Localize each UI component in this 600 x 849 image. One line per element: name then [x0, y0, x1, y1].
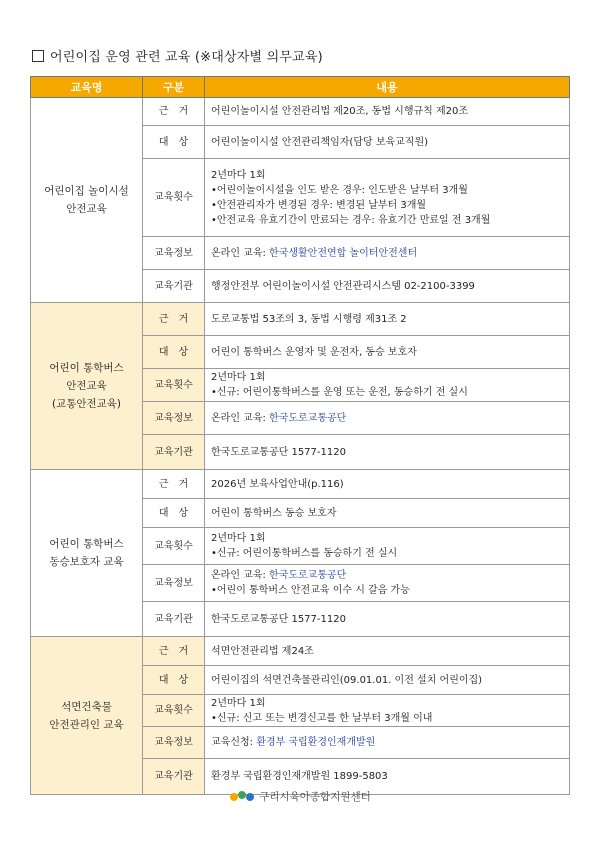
category-cell: 교육기관 [143, 602, 205, 637]
center-logo-icon [229, 789, 255, 803]
course-name-line: 어린이 통학버스 [49, 538, 124, 550]
content-prefix: 온라인 교육: [211, 247, 270, 259]
category-cell: 대 상 [143, 336, 205, 369]
course-name-line: 어린이 통학버스 [49, 362, 124, 374]
checkbox-square-icon [32, 50, 44, 62]
content-line: 2년마다 1회 [211, 697, 266, 709]
content-cell [205, 237, 570, 270]
course-name-line: 석면건축물 [61, 700, 112, 713]
content-prefix: 교육신청: [211, 737, 257, 748]
content-line: •신규: 어린이통학버스를 동승하기 전 실시 [211, 548, 398, 559]
page-title-text: 어린이집 운영 관련 교육 (※대상자별 의무교육) [50, 50, 323, 65]
content-line: •어린이 통학버스 안전교육 이수 시 갈음 가능 [211, 585, 410, 596]
content-cell [205, 369, 570, 402]
content-cell [205, 565, 570, 602]
content-cell [205, 637, 570, 666]
content-cell [205, 528, 570, 565]
content-line: •신규: 어린이통학버스를 운영 또는 운전, 동승하기 전 실시 [211, 387, 468, 398]
course-name-line: 안전교육 [66, 380, 107, 392]
content-cell [205, 435, 570, 470]
content-cell [205, 695, 570, 727]
content-cell [205, 126, 570, 159]
category-cell: 교육정보 [143, 727, 205, 759]
course-name-cell [31, 637, 143, 795]
footer [0, 789, 600, 804]
header-content: 내용 [205, 77, 570, 98]
content-prefix: 온라인 교육: [211, 570, 270, 581]
content-cell [205, 159, 570, 237]
course-name-cell [31, 470, 143, 637]
header-course-name: 교육명 [31, 77, 143, 98]
course-name-line: 안전교육 [66, 203, 107, 215]
education-table [30, 76, 570, 795]
content-cell [205, 270, 570, 303]
content-line: •안전관리자가 변경된 경우: 변경된 날부터 3개월 [211, 199, 427, 211]
category-cell: 교육정보 [143, 565, 205, 602]
header-category: 구분 [143, 77, 205, 98]
education-link[interactable]: 한국도로교통공단 [269, 570, 347, 581]
content-line: 한국도로교통공단 1577-1120 [211, 446, 346, 458]
course-name-cell [31, 303, 143, 470]
content-cell [205, 402, 570, 435]
category-cell: 교육횟수 [143, 695, 205, 727]
content-line: 2년마다 1회 [211, 533, 266, 544]
content-cell [205, 499, 570, 528]
course-name-line: 동승보호자 교육 [49, 556, 124, 568]
category-cell: 교육정보 [143, 237, 205, 270]
content-prefix: 온라인 교육: [211, 412, 270, 424]
category-cell: 교육기관 [143, 759, 205, 795]
category-cell: 교육횟수 [143, 159, 205, 237]
content-cell [205, 666, 570, 695]
category-cell: 교육횟수 [143, 369, 205, 402]
category-cell: 근 거 [143, 98, 205, 126]
content-line: •안전교육 유효기간이 만료되는 경우: 유효기간 만료일 전 3개월 [211, 214, 491, 226]
content-cell [205, 336, 570, 369]
category-cell: 근 거 [143, 470, 205, 499]
content-line: 어린이놀이시설 안전관리법 제20조, 동법 시행규칙 제20조 [211, 106, 469, 117]
footer-text: 구리시육아종합지원센터 [259, 791, 371, 803]
content-line: 2년마다 1회 [211, 372, 266, 383]
category-cell: 근 거 [143, 303, 205, 336]
category-cell: 교육횟수 [143, 528, 205, 565]
category-cell: 대 상 [143, 666, 205, 695]
content-line: 어린이 통학버스 동승 보호자 [211, 507, 337, 519]
content-line: 석면안전관리법 제24조 [211, 645, 314, 657]
content-cell [205, 470, 570, 499]
table-header-row [31, 77, 570, 98]
course-name-line: 안전관리인 교육 [49, 718, 124, 731]
content-line: •신규: 신고 또는 변경신고를 한 날부터 3개월 이내 [211, 712, 433, 724]
content-line: 한국도로교통공단 1577-1120 [211, 613, 346, 625]
content-line: •어린이놀이시설을 인도 받은 경우: 인도받은 날부터 3개월 [211, 184, 468, 196]
content-line: 어린이놀이시설 안전관리책임자(담당 보육교직원) [211, 136, 429, 148]
course-name-line: (교통안전교육) [51, 398, 122, 410]
education-link[interactable]: 한국도로교통공단 [269, 412, 347, 424]
content-cell [205, 303, 570, 336]
content-line: 2년마다 1회 [211, 169, 266, 181]
category-cell: 근 거 [143, 637, 205, 666]
content-line: 행정안전부 어린이놀이시설 안전관리시스템 02-2100-3399 [211, 280, 475, 292]
category-cell: 대 상 [143, 126, 205, 159]
course-name-cell [31, 98, 143, 303]
content-cell [205, 98, 570, 126]
page-title [32, 46, 323, 65]
table-row [31, 98, 570, 126]
category-cell: 대 상 [143, 499, 205, 528]
category-cell: 교육기관 [143, 270, 205, 303]
content-cell [205, 602, 570, 637]
education-link[interactable]: 한국생활안전연합 놀이터안전센터 [269, 247, 418, 259]
category-cell: 교육정보 [143, 402, 205, 435]
content-line: 2026년 보육사업안내(p.116) [211, 478, 344, 490]
table-row [31, 470, 570, 499]
content-cell [205, 727, 570, 759]
category-cell: 교육기관 [143, 435, 205, 470]
table-row [31, 303, 570, 336]
content-line: 환경부 국립환경인재개발원 1899-5803 [211, 771, 388, 782]
content-line: 어린이 통학버스 운영자 및 운전자, 동승 보호자 [211, 346, 417, 358]
content-line: 도로교통법 53조의 3, 동법 시행령 제31조 2 [211, 313, 407, 325]
course-name-line: 어린이집 놀이시설 [44, 185, 129, 197]
content-line: 어린이집의 석면건축물관리인(09.01.01. 이전 설치 어린이집) [211, 674, 483, 686]
table-row [31, 637, 570, 666]
education-link[interactable]: 환경부 국립환경인재개발원 [256, 737, 376, 748]
